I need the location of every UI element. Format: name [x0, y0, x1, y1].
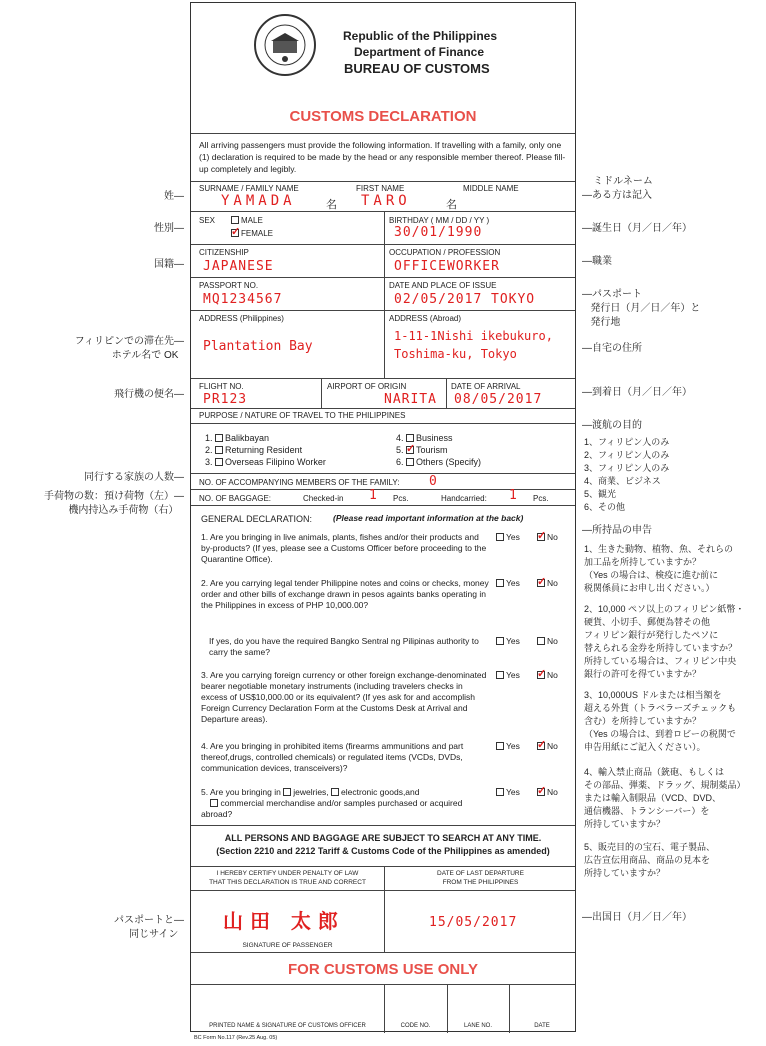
question-2: 2. Are you carrying legal tender Philippine notes and coins or checks, money order and other bills of exchange drawn in pesos againts banks operating in the Philippines in excess of PHP 10,000.00?	[201, 578, 489, 610]
form-title: CUSTOMS DECLARATION	[289, 108, 477, 125]
purpose-5[interactable]: 5. ✓ Tourism	[396, 445, 448, 455]
flight-value[interactable]: PR123	[203, 392, 248, 407]
male-checkbox[interactable]	[231, 216, 239, 224]
left-note-signature: パスポートと— 同じサイン	[114, 915, 184, 940]
pcs-label: Pcs.	[393, 494, 409, 503]
question-4: 4. Are you bringing in prohibited items (firearms ammunitions and part thereof,drugs, controlled chemicals) or regulated items (VCDs, DVDs, communication devices, transceivers)?	[201, 741, 464, 773]
question-2b: If yes, do you have the required Bangko Sentral ng Pilipinas authority to carry the same?	[209, 636, 479, 657]
right-note-departure: —出国日（月／日／年）	[582, 912, 692, 923]
department-text: Department of Finance	[354, 45, 485, 59]
female-checkbox[interactable]	[231, 229, 239, 237]
surname-value[interactable]: YAMADA	[221, 193, 296, 209]
citizenship-value[interactable]: JAPANESE	[203, 259, 274, 274]
right-note-arrival: —到着日（月／日／年）	[582, 387, 692, 398]
customs-use-title: FOR CUSTOMS USE ONLY	[287, 961, 479, 978]
left-note-stay: フィリピンでの滞在先— ホテル名で OK	[74, 336, 184, 361]
occupation-label: OCCUPATION / PROFESSION	[389, 248, 501, 257]
right-note-address: —自宅の住所	[582, 343, 642, 354]
q5-no[interactable]: ✓ No	[537, 787, 558, 797]
right-note-q1: 1、生きた動物、植物、魚、それらの 加工品を所持していますか？ （Yes の場合は、検疫に進む前に 税関係員にお申し出ください。）	[584, 544, 734, 593]
question-1: 1. Are you bringing in live animals, plants, fishes and/or their products and by-products? (If yes, please see a Customs Officer before proceeding to the Quarantine Office).	[201, 532, 487, 564]
checked-value[interactable]: 1	[369, 488, 378, 503]
departure-value[interactable]: 15/05/2017	[429, 915, 518, 930]
address-abroad-line1[interactable]: 1-11-1Nishi ikebukuro,	[394, 329, 553, 343]
flight-label: FLIGHT NO.	[199, 382, 244, 391]
right-note-q2: 2、10,000 ペソ以上のフィリピン紙幣・ 硬貨、小切手、郵便為替その他 フィリピン銀行が発行したペソに 替えられる金券を所持していますか？ 所持している場合は、フィリピン中央 銀行の許可を得ていますか？	[584, 604, 745, 679]
handcarried-label: Handcarried:	[441, 494, 487, 503]
q4-yes[interactable]: Yes	[496, 741, 520, 751]
right-note-middle: ミドルネーム —ある方は記入	[582, 176, 653, 201]
right-note-purpose: —渡航の目的	[582, 420, 642, 431]
search-notice-1: ALL PERSONS AND BAGGAGE ARE SUBJECT TO SEARCH AT ANY TIME.	[224, 833, 542, 843]
issue-date-value[interactable]: 02/05/2017	[394, 292, 483, 307]
left-note-sex: 性別—	[154, 223, 184, 234]
search-notice-2: (Section 2210 and 2212 Tariff & Customs Code of the Philippines as amended)	[216, 846, 550, 856]
passport-label: PASSPORT NO.	[199, 281, 259, 290]
q2-no[interactable]: ✓ No	[537, 578, 558, 588]
checked-label: Checked-in	[303, 494, 344, 503]
q2b-no[interactable]: No	[537, 636, 558, 646]
bureau-text: BUREAU OF CUSTOMS	[344, 61, 490, 76]
occupation-value[interactable]: OFFICEWORKER	[394, 259, 500, 274]
passport-value[interactable]: MQ1234567	[203, 292, 283, 307]
question-5: 5. Are you bringing in jewelries, electronic goods,and commercial merchandise and/or samples purchased or acquired abroad?	[201, 787, 463, 819]
left-note-baggage: 手荷物の数：預け荷物（左）— 機内持込み手荷物（右）	[44, 491, 184, 516]
address-abroad-line2[interactable]: Toshima-ku, Tokyo	[394, 347, 517, 361]
purpose-2[interactable]: 2. Returning Resident	[205, 445, 303, 455]
departure-label: DATE OF LAST DEPARTURE FROM THE PHILIPPINES	[437, 870, 524, 886]
q3-no[interactable]: ✓ No	[537, 670, 558, 680]
right-note-passport: —パスポート 発行日（月／日／年）と 発行地	[582, 289, 701, 328]
decl-note: (Please read important information at the back)	[333, 513, 524, 523]
date-label: DATE	[534, 1023, 550, 1029]
decl-title: GENERAL DECLARATION:	[201, 514, 313, 524]
purpose-label: PURPOSE / NATURE OF TRAVEL TO THE PHILIPPINES	[199, 411, 406, 420]
right-note-q3: 3、10,000US ドルまたは相当額を 超える外貨（トラベラーズチェックも 含む）を所持していますか？ （Yes の場合は、到着ロビーの税関で 申告用紙にご記入ください）。	[584, 690, 737, 752]
address-abroad-label: ADDRESS (Abroad)	[389, 314, 462, 323]
left-note-surname: 姓—	[164, 191, 184, 202]
middle-name-jp: 名	[446, 199, 457, 211]
address-ph-value[interactable]: Plantation Bay	[203, 339, 313, 354]
middle-name-label: MIDDLE NAME	[463, 184, 519, 193]
right-purpose-list: 1、フィリピン人のみ 2、フィリピン人のみ 3、フィリピン人のみ 4、商業、ビジネス 5、観光 6、その他	[584, 437, 670, 512]
family-value[interactable]: 0	[429, 474, 438, 489]
first-name-label: FIRST NAME	[356, 184, 405, 193]
purpose-3[interactable]: 3. Overseas Filipino Worker	[205, 457, 326, 467]
citizenship-label: CITIZENSHIP	[199, 248, 249, 257]
surname-label: SURNAME / FAMILY NAME	[199, 184, 299, 193]
male-option[interactable]: MALE	[231, 216, 263, 225]
address-ph-label: ADDRESS (Philippines)	[199, 314, 284, 323]
passenger-signature[interactable]: 山 田 太 郎	[223, 909, 338, 933]
q5-yes[interactable]: Yes	[496, 787, 520, 797]
q4-no[interactable]: ✓ No	[537, 741, 558, 751]
right-note-q5: 5、販売目的の宝石、電子製品、 広告宣伝用商品、商品の見本を 所持していますか？	[584, 842, 716, 878]
code-label: CODE NO.	[400, 1023, 431, 1029]
purpose-4[interactable]: 4. Business	[396, 433, 453, 443]
left-note-citizenship: 国籍—	[154, 259, 184, 270]
left-note-family: 同行する家族の人数—	[84, 472, 184, 483]
first-name-jp: 名	[326, 199, 337, 211]
q2b-yes[interactable]: Yes	[496, 636, 520, 646]
customs-form	[190, 2, 576, 1032]
intro-text: All arriving passengers must provide the following information. If travelling with a family, only one (1) declaration is required to be made by the head or any responsible member thereof. Please fill-up completely and legibly.	[199, 140, 566, 174]
issue-label: DATE AND PLACE OF ISSUE	[389, 281, 497, 290]
first-name-value[interactable]: TARO	[361, 193, 411, 209]
airport-label: AIRPORT OF ORIGIN	[327, 382, 407, 391]
right-note-q4: 4、輸入禁止商品（銃砲、もしくは その部品、弾薬、ドラッグ、規制薬品） または輸入制限品（VCD、DVD、 通信機器、トランシーバー）を 所持していますか？	[584, 767, 746, 829]
purpose-1[interactable]: 1. Balikbayan	[205, 433, 270, 443]
q1-no[interactable]: ✓ No	[537, 532, 558, 542]
arrival-label: DATE OF ARRIVAL	[451, 382, 521, 391]
arrival-value[interactable]: 08/05/2017	[454, 392, 543, 407]
purpose-6[interactable]: 6. Others (Specify)	[396, 457, 482, 467]
handcarried-value[interactable]: 1	[509, 488, 518, 503]
signature-label: SIGNATURE OF PASSENGER	[242, 942, 333, 949]
q1-yes[interactable]: Yes	[496, 532, 520, 542]
female-option[interactable]: ✓FEMALE	[231, 229, 273, 238]
baggage-label: NO. OF BAGGAGE:	[199, 494, 272, 503]
right-note-occupation: —職業	[582, 256, 612, 267]
right-note-birthday: —誕生日（月／日／年）	[582, 223, 692, 234]
family-label: NO. OF ACCOMPANYING MEMBERS OF THE FAMILY:	[199, 478, 400, 487]
lane-label: LANE NO.	[463, 1023, 492, 1029]
issue-place-value[interactable]: TOKYO	[491, 292, 536, 307]
republic-text: Republic of the Philippines	[343, 29, 498, 43]
right-note-declaration: —所持品の申告	[582, 525, 652, 536]
customs-seal-icon	[253, 13, 317, 77]
left-note-flight: 飛行機の便名—	[114, 389, 184, 400]
birthday-value[interactable]: 30/01/1990	[394, 225, 483, 240]
question-3: 3. Are you carrying foreign currency or other foreign exchange-denominated bearer negotiable monetary instruments (including travelers checks in excess of US$10,000.00 or its equivalent? (If yes ask for and accomplish Foreign Currency Declaration Form at the Customs Desk at Arrival and Departure areas).	[201, 670, 487, 724]
q3-yes[interactable]: Yes	[496, 670, 520, 680]
birthday-label: BIRTHDAY ( MM / DD / YY )	[389, 216, 490, 225]
pcs2-label: Pcs.	[533, 494, 549, 503]
officer-label: PRINTED NAME & SIGNATURE OF CUSTOMS OFFICER	[209, 1023, 366, 1029]
certify-text: I HEREBY CERTIFY UNDER PENALTY OF LAW THAT THIS DECLARATION IS TRUE AND CORRECT	[209, 870, 366, 886]
q2-yes[interactable]: Yes	[496, 578, 520, 588]
airport-value[interactable]: NARITA	[384, 392, 437, 407]
sex-label: SEX	[199, 216, 216, 225]
form-number: BC Form No.117 (Rev.25 Aug. 05)	[194, 1035, 278, 1041]
